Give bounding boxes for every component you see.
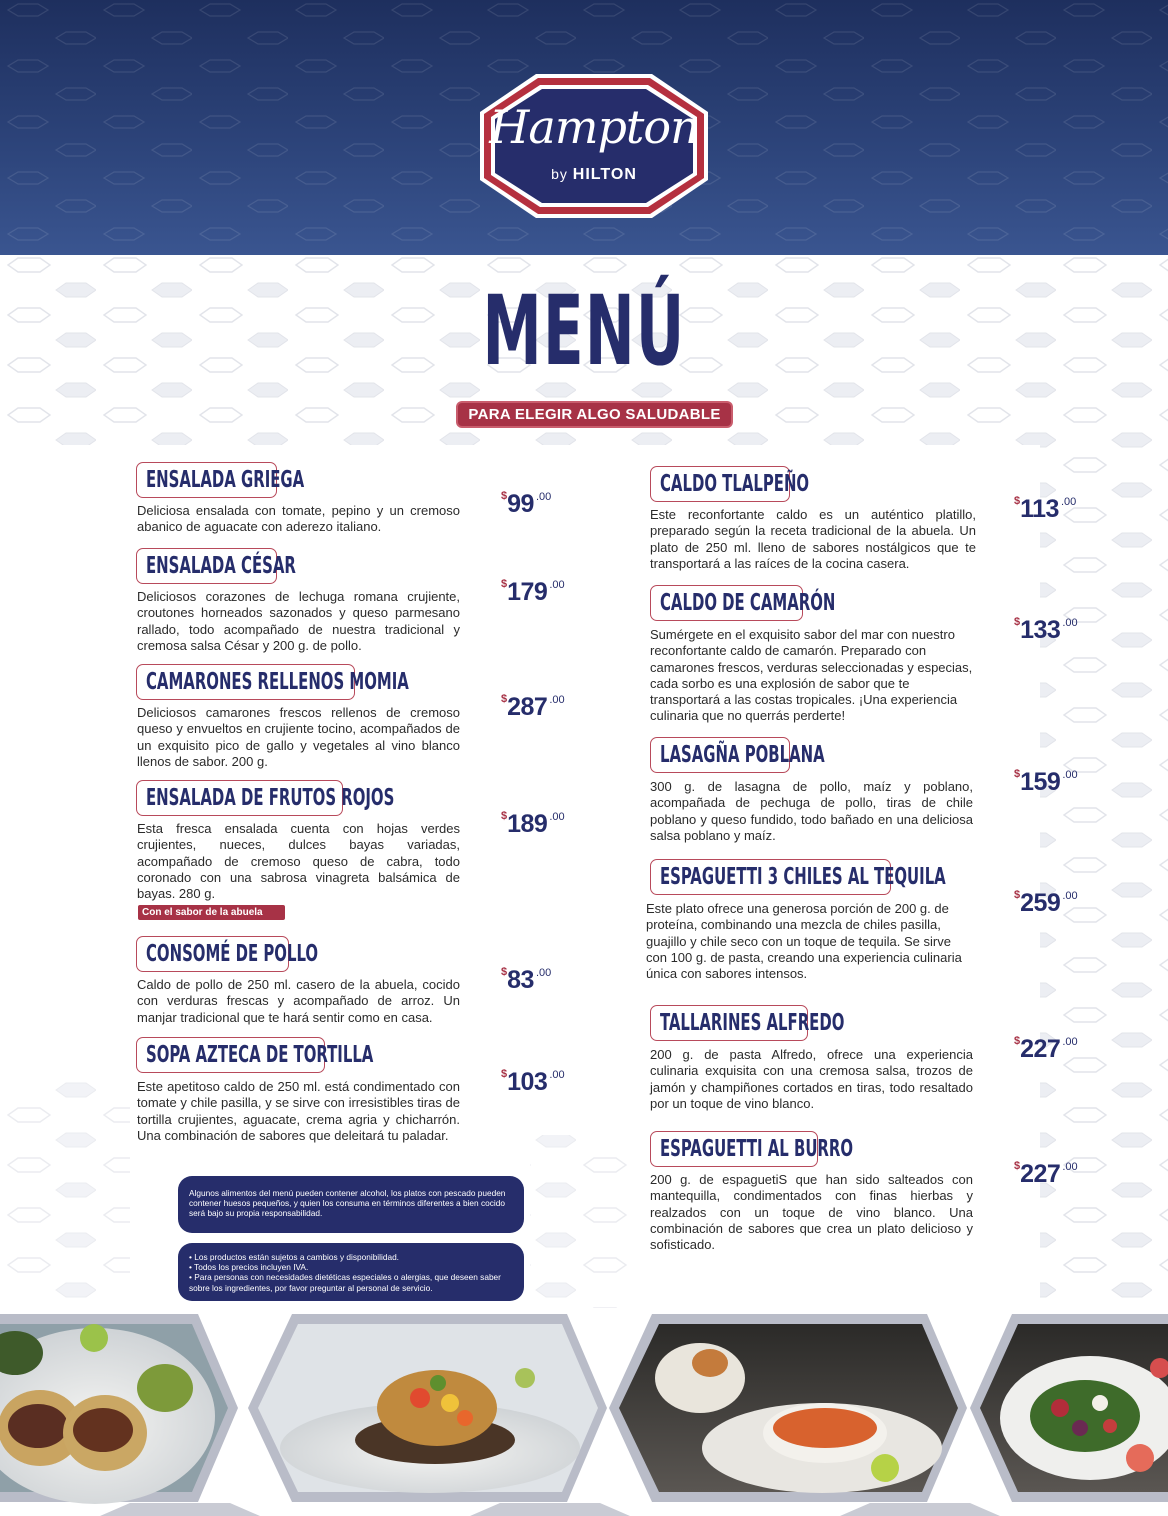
menu-item-desc: 300 g. de lasagna de pollo, maíz y poblano, acompañada de pechuga de pollo, tiras de chile poblano y queso fundido, todo bañado en una deliciosa salsa poblano y maíz. (650, 779, 973, 843)
brand-sub-prefix: by (551, 166, 568, 182)
menu-item-desc: Esta fresca ensalada cuenta con hojas verdes crujientes, nueces, dulces bayas variadas, acompañado de cremoso queso de cabra, todo coronado con una sabrosa vinagreta balsámica de bayas. 280 g. (137, 821, 460, 902)
menu-item-price: $83 $^{.00}$ (501, 966, 552, 994)
tacos-photo (0, 1314, 238, 1504)
menu-item-title: CALDO DE CAMARÓN (650, 585, 803, 621)
note-bullet: • Para personas con necesidades dietéticas especiales o alergias, que deseen saber sobre los ingredientes, por favor preguntar al personal de servicio. (189, 1272, 501, 1293)
menu-item-desc: Este plato ofrece una generosa porción de 200 g. de proteína, combinando una mezcla de chiles pasilla, guajillo y chile seco con un toque de tequila. Se sirve con 100 g. de pasta, creando una experiencia culinaria única con sabores intensos. (646, 901, 962, 982)
menu-item-title: LASAGÑA POBLANA (650, 737, 790, 773)
menu-item-price: $179 $^{.00}$ (501, 578, 565, 606)
menu-item-price: $227 $^{.00}$ (1014, 1035, 1078, 1063)
menu-item-price: $259 $^{.00}$ (1014, 889, 1078, 917)
menu-item-title: ESPAGUETTI 3 CHILES AL TEQUILA (650, 859, 891, 895)
menu-title: MENÚ (482, 275, 686, 387)
menu-item-price: $227 $^{.00}$ (1014, 1160, 1078, 1188)
note-bullet: • Los productos están sujetos a cambios y disponibilidad. (189, 1252, 399, 1262)
allergen-warning-note: Algunos alimentos del menú pueden contener alcohol, los platos con pescado pueden contener huesos pequeños, y quien los consuma en términos diferentes a bien cocido será bajo su propia responsabilidad. (178, 1176, 524, 1233)
menu-item-desc: Este apetitoso caldo de 250 ml. está condimentado con tomate y chile pasilla, y se sirve con irresistibles tiras de tortilla crujientes, aguacate, crema agria y chicharrón. Una combinación de sabores que deleitará tu paladar. (137, 1079, 460, 1143)
menu-item-desc: Deliciosos camarones frescos rellenos de cremoso queso y envueltos en crujiente tocino, acompañados de un exquisito pico de gallo y vegetales al vino blanco llenos de sabor. 200 g. (137, 705, 460, 769)
menu-item-price: $287 $^{.00}$ (501, 693, 565, 721)
tostada-photo (248, 1314, 607, 1502)
section-badge: Con el sabor de la abuela (138, 905, 285, 920)
menu-item-title: ENSALADA DE FRUTOS ROJOS (136, 780, 343, 816)
menu-item-title: TALLARINES ALFREDO (650, 1005, 808, 1041)
menu-item-desc: Deliciosa ensalada con tomate, pepino y un cremoso abanico de aguacate con aderezo italiano. (137, 503, 460, 535)
brand-name: Hampton (489, 100, 699, 154)
info-notes (178, 1243, 524, 1301)
menu-item-title: ENSALADA GRIEGA (136, 462, 277, 498)
menu-item-price: $133 $^{.00}$ (1014, 616, 1078, 644)
tomato-soup-photo (609, 1314, 967, 1502)
brand-subtitle (478, 166, 710, 184)
menu-item-desc: Deliciosos corazones de lechuga romana crujiente, croutones horneados sazonados y queso parmesano rallado, todo acompañado de nuestra tradicional y cremosa salsa César y 200 g. de pollo. (137, 589, 460, 653)
berry-salad-photo (970, 1314, 1168, 1502)
food-photo-strip (0, 1308, 1168, 1516)
menu-item-desc: Caldo de pollo de 250 ml. casero de la abuela, cocido con verduras frescas y acompañado de arroz. Un manjar tradicional que te hará sentir como en casa. (137, 977, 460, 1025)
menu-item-price: $103 $^{.00}$ (501, 1068, 565, 1096)
menu-item-desc: 200 g. de pasta Alfredo, ofrece una experiencia culinaria exquisita con una cremosa salsa, trozos de jamón y champiñones cortados en tiras, todo resaltado por un toque de vino blanco. (650, 1047, 973, 1111)
brand-sub-brand: HILTON (572, 166, 637, 183)
menu-item-desc: 200 g. de espaguetiS que han sido salteados con mantequilla, condimentados con finas hierbas y realzados con un toque de vino blanco. Una combinación de sabores que crea un plato delicioso y sofisticado. (650, 1172, 973, 1253)
menu-item-title: CAMARONES RELLENOS MOMIA (136, 664, 355, 700)
menu-item-desc: Sumérgete en el exquisito sabor del mar con nuestro reconfortante caldo de camarón. Preparado con camarones frescos, verduras seleccionadas y especias, cada sorbo es una explosión de sabor que te transportará a las costas tropicales. ¡Una experiencia culinaria que no querrás perderte! (650, 627, 973, 724)
menu-item-title: ESPAGUETTI AL BURRO (650, 1131, 818, 1167)
header-banner (0, 0, 1168, 255)
menu-item-price: $99 $^{.00}$ (501, 490, 552, 518)
menu-item-title: SOPA AZTECA DE TORTILLA (136, 1037, 325, 1073)
subtitle-badge: PARA ELEGIR ALGO SALUDABLE (458, 403, 731, 426)
menu-item-title: ENSALADA CÉSAR (136, 548, 277, 584)
menu-item-desc: Este reconfortante caldo es un auténtico platillo, preparado según la receta tradicional de la abuela. Un plato de 250 ml. lleno de sabores nostálgicos que te transportará a las raíces de la cocina casera. (650, 507, 976, 571)
menu-item-price: $159 $^{.00}$ (1014, 768, 1078, 796)
menu-item-title: CALDO TLALPEÑO (650, 466, 790, 502)
menu-item-price: $113 $^{.00}$ (1014, 495, 1077, 523)
menu-item-title: CONSOMÉ DE POLLO (136, 936, 289, 972)
note-bullet: • Todos los precios incluyen IVA. (189, 1262, 309, 1273)
food-photos (0, 1308, 1168, 1516)
menu-item-price: $189 $^{.00}$ (501, 810, 565, 838)
